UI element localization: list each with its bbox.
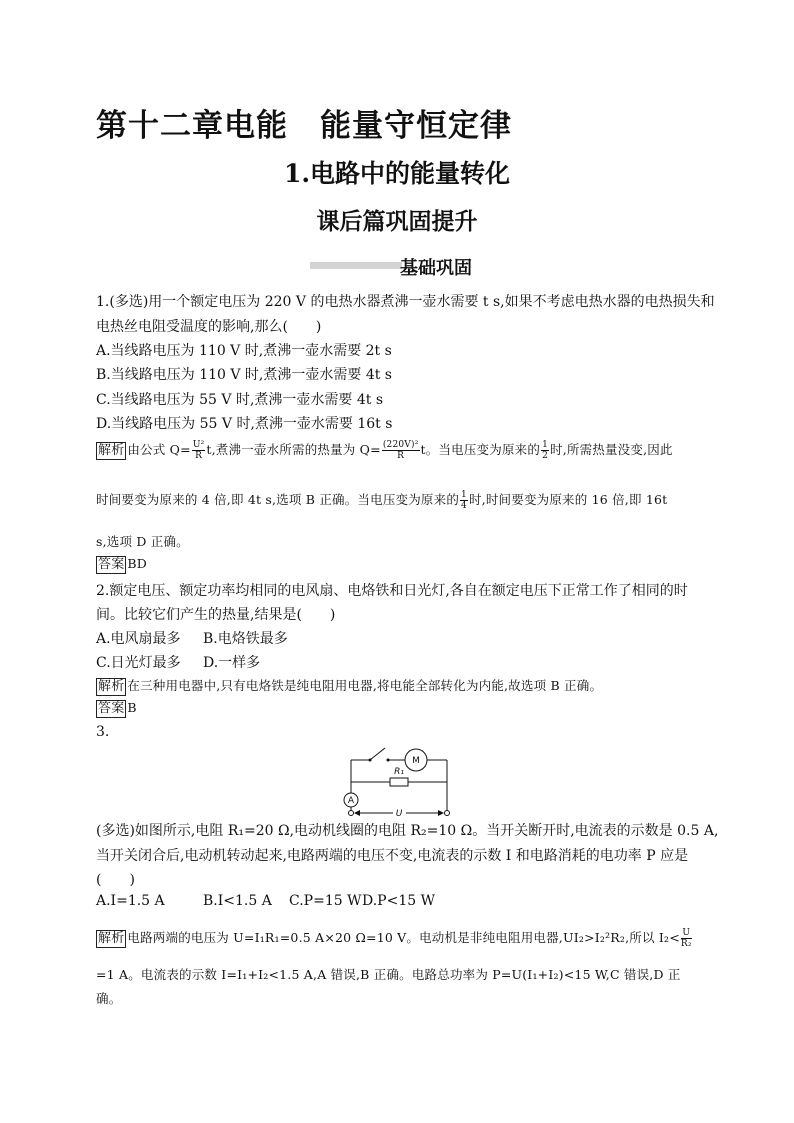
switch-contact xyxy=(387,759,390,762)
q1-stem-line1: 1.(多选)用一个额定电压为 220 V 的电热水器煮沸一壶水需要 t s,如果不考虑电热水器的电热损失和 xyxy=(96,294,715,310)
q2-answer xyxy=(96,700,137,718)
sub-title: 课后篇巩固提升 xyxy=(316,208,478,235)
q1-stem-line2: 电热丝电阻受温度的影响,那么( ) xyxy=(96,319,322,335)
answer-label: 答案 xyxy=(98,701,125,716)
q1-option-c: C.当线路电压为 55 V 时,煮沸一壶水需要 4t s xyxy=(96,392,384,408)
q2-stem-line1: 2.额定电压、额定功率均相同的电风扇、电烙铁和日光灯,各自在额定电压下正常工作了相同的时 xyxy=(96,583,688,599)
q1-solution-line2: 时间要变为原来的 4 倍,即 4t s,选项 B 正确。当电压变为原来的 $\frac{1}{4}$ 时,时间要变为原来的 16 倍,即 16t xyxy=(96,490,668,511)
q1-option-b: B.当线路电压为 110 V 时,煮沸一壶水需要 4t s xyxy=(96,367,392,383)
q1-solution-part-b: t,煮沸一壶水所需的热量为 Q= xyxy=(206,442,381,457)
q2-solution xyxy=(96,676,602,696)
chapter-title: 第十二章电能 能量守恒定律 xyxy=(96,108,512,144)
q1-answer xyxy=(96,556,147,574)
q1-answer-value: BD xyxy=(127,556,148,571)
q3-solution-line1: 解析 电路两端的电压为 U=I₁R₁=0.5 A×20 Ω=10 V。电动机是非纯电阻用电器,UI₂>I₂²R₂,所以 I₂< $\frac{U}{\text{R₂}}$ xyxy=(98,928,692,949)
fraction-220-over-r: $\frac{\text{(220V)²}}{R}$ xyxy=(382,440,419,461)
q1-solution-part-a: 由公式 Q= xyxy=(127,442,191,457)
voltage-label: U xyxy=(395,809,403,816)
q1-option-a: A.当线路电压为 110 V 时,煮沸一壶水需要 2t s xyxy=(96,343,392,359)
switch-blade xyxy=(370,748,385,760)
arrow-head-right xyxy=(438,810,444,816)
q2-option-a: A.电风扇最多 xyxy=(96,631,181,647)
q1-option-d: D.当线路电压为 55 V 时,煮沸一壶水需要 16t s xyxy=(96,416,393,432)
q3-option-d: D.P<15 W xyxy=(362,893,435,909)
q1-solution-line1 xyxy=(96,440,673,461)
right-terminal xyxy=(445,811,450,816)
q3-option-b: B.I<1.5 A xyxy=(203,893,272,909)
q3-stem-line1: (多选)如图所示,电阻 R₁=20 Ω,电动机线圈的电阻 R₂=10 Ω。当开关断开时,电流表的示数是 0.5 A, xyxy=(96,823,719,839)
q1-solution-line3: s,选项 D 正确。 xyxy=(96,534,189,549)
q2-option-d: D.一样多 xyxy=(203,655,261,671)
fraction-half: $\frac{1}{2}$ xyxy=(542,440,548,461)
q1-solution-part-c: t。当电压变为原来的 xyxy=(420,442,541,457)
resistor-label: R₁ xyxy=(394,767,404,777)
motor-label: M xyxy=(412,756,420,766)
resistor-r1 xyxy=(390,778,408,786)
circuit-diagram xyxy=(338,738,460,816)
ammeter-label: A xyxy=(347,796,355,806)
q3-option-a: A.I=1.5 A xyxy=(96,893,165,909)
section-band-bar xyxy=(310,262,402,269)
q3-solution-line2: =1 A。电流表的示数 I=I₁+I₂<1.5 A,A 错误,B 正确。电路总功率为 P=U(I₁+I₂)<15 W,C 错误,D 正 xyxy=(96,967,681,982)
fraction-u-over-r2: $\frac{U}{\text{R₂}}$ xyxy=(680,928,692,949)
q3-option-c: C.P=15 W xyxy=(289,893,362,909)
answer-label: 答案 xyxy=(98,557,125,572)
fraction-u2-over-r: $\frac{\text{U²}}{R}$ xyxy=(192,440,205,461)
q2-stem-line2: 间。比较它们产生的热量,结果是( ) xyxy=(96,607,336,623)
section-band-title: 基础巩固 xyxy=(400,258,472,279)
q2-answer-value: B xyxy=(127,700,137,715)
q3-stem-line3: ( ) xyxy=(96,872,135,888)
arrow-head-left xyxy=(354,810,360,816)
q1-solution-part-d: 时,所需热量没变,因此 xyxy=(550,442,673,457)
fraction-quarter: $\frac{1}{4}$ xyxy=(461,490,467,511)
q3-solution-line3: 确。 xyxy=(96,991,122,1006)
switch-pivot xyxy=(369,759,372,762)
analysis-label: 解析 xyxy=(98,679,125,694)
q3-number: 3. xyxy=(96,724,110,740)
q3-stem-line2: 当开关闭合后,电动机转动起来,电路两端的电压不变,电流表的示数 I 和电路消耗的电功率 P 应是 xyxy=(96,848,689,864)
analysis-label: 解析 xyxy=(98,443,125,458)
q2-solution-text: 在三种用电器中,只有电烙铁是纯电阻用电器,将电能全部转化为内能,故选项 B 正确。 xyxy=(127,678,603,693)
q2-option-c: C.日光灯最多 xyxy=(96,655,181,671)
left-terminal xyxy=(349,811,354,816)
section-title: 1.电路中的能量转化 xyxy=(283,159,511,188)
q2-option-b: B.电烙铁最多 xyxy=(203,631,288,647)
analysis-label: 解析 xyxy=(98,931,125,946)
